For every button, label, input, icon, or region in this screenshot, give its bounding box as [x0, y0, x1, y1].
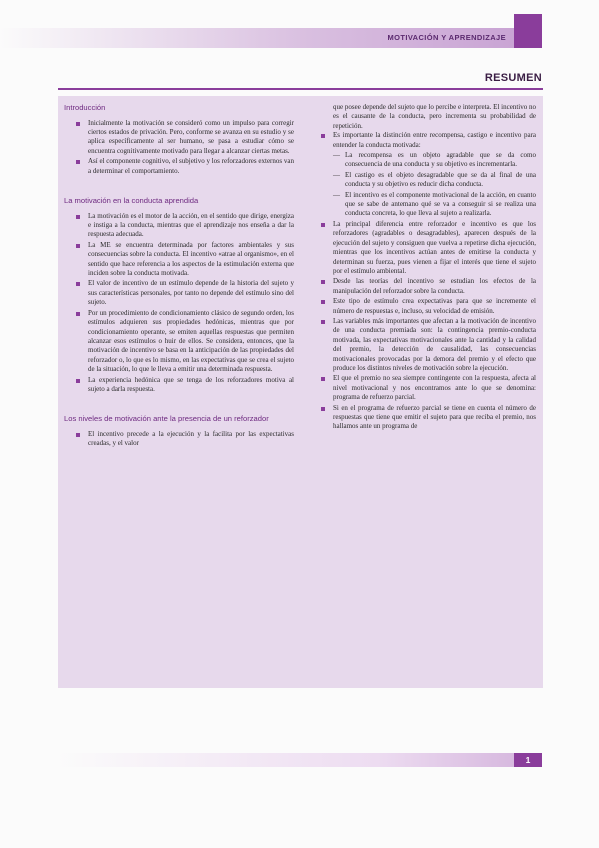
continuation-text: que posee depende del sujeto que lo percibe e interpreta. El incentivo no es el causante de la conducta, pero incrementa su probabilidad de repetición. — [333, 103, 536, 130]
list-item — [315, 131, 536, 150]
summary-panel — [58, 96, 543, 688]
list-item: Así el componente cognitivo, el subjetivo y los reforzadores externos van a determinar el comportamiento. — [70, 157, 294, 176]
niveles-heading: Los niveles de motivación ante la presencia de un reforzador — [64, 414, 269, 424]
section-rule — [58, 88, 543, 90]
list-item: Inicialmente la motivación se consideró como un impulso para corregir ciertos estados de privación. Pero, conforme se avanza en su estudio y se aplica específicamente al ser humano, se pasa a estudiar cómo se encuentra cognitivamente motivado para llegar a alcanzar ciertas metas. — [70, 119, 294, 157]
conducta-list — [70, 212, 294, 395]
dash-text: El incentivo es el componente motivacional de la acción, en cuanto que se sabe de antemano qué se va a conseguir si se realiza una conducta concreta, lo que lleva al sujeto a realizarla. — [345, 190, 536, 218]
dash-glyph: — — [333, 170, 340, 179]
chapter-tab — [514, 14, 542, 48]
niveles-list — [70, 430, 294, 449]
list-item: Las variables más importantes que afectan a la motivación de incentivo de una conducta premiada son: la contingencia premio-conducta motivada, las expectativas motivacionales ante la cantidad y la calidad del premio, la detección de causalidad, las consecuencias motivacionales provocadas por la demora del premio y el efecto que produce los distintos niveles de motivación sobre la ejecución. — [315, 317, 536, 373]
chapter-title: MOTIVACIÓN Y APRENDIZAJE — [387, 33, 506, 42]
list-item: El valor de incentivo de un estímulo depende de la historia del sujeto y sus características personales, por tanto no depende del estímulo sino del sujeto. — [70, 279, 294, 307]
dash-text: La recompensa es un objeto agradable que se da como consecuencia de una conducta y su objetivo es incrementarla. — [345, 151, 536, 169]
dash-item — [315, 151, 536, 170]
list-item: La ME se encuentra determinada por factores ambientales y sus consecuencias sobre la conducta. El incentivo «atrae al organismo», en el sentido que hace referencia a los aspectos de la estimulación externa que inciden sobre la conducta motivada. — [70, 241, 294, 279]
header-bar — [0, 28, 514, 48]
conducta-heading: La motivación en la conducta aprendida — [64, 196, 199, 206]
list-item: Por un procedimiento de condicionamiento clásico de segundo orden, los estímulos adquieren sus propiedades hedónicas, mientras que por condicionamiento operante, se emiten aquellas respuestas que permiten alcanzar esos estímulos o huir de ellos. Se considera, entonces, que la motivación de incentivo se basa en la anticipación de las propiedades del reforzador o, lo que es lo mismo, en las expectativas que se crea el sujeto de la situación, lo que le lleva a emitir una determinada respuesta. — [70, 309, 294, 375]
dash-text: El castigo es el objeto desagradable que se da al final de una conducta y su objetivo es reducir dicha conducta. — [345, 170, 536, 189]
intro-heading: Introducción — [64, 103, 106, 112]
footer-bar — [58, 753, 514, 767]
dash-glyph: — — [333, 190, 340, 199]
list-item: Si en el programa de refuerzo parcial se tiene en cuenta el número de respuestas que tiene que emitir el sujeto para que reciba el premio, nos hallamos ante un programa de — [315, 404, 536, 432]
list-item: La experiencia hedónica que se tenga de los reforzadores motiva al sujeto a darla respuesta. — [70, 376, 294, 395]
list-item-text: Es importante la distinción entre recompensa, castigo e incentivo para entender la conducta motivada: — [333, 131, 536, 149]
intro-list — [70, 119, 294, 176]
right-list — [315, 131, 536, 432]
list-item: El que el premio no sea siempre contingente con la respuesta, afecta al nivel motivacional y nos encontramos ante lo que se denomina: programa de refuerzo parcial. — [315, 374, 536, 402]
dash-item — [315, 191, 536, 219]
section-title: RESUMEN — [484, 72, 542, 84]
list-item: La motivación es el motor de la acción, en el sentido que dirige, energiza e instiga a la conducta, mientras que el aprendizaje nos enseña a dar la respuesta adecuada. — [70, 212, 294, 240]
dash-glyph: — — [333, 151, 340, 160]
list-item: La principal diferencia entre reforzador e incentivo es que los reforzadores (agradables o desagradables), aparecen después de la ejecución del sujeto y consiguen que vuelva a repetirse dicha ejecución, mientras que los incentivos actúan antes de emitirse la conducta y determinan su fuerza, pues vienen a fijar el interés que tiene el sujeto por el estímulo ambiental. — [315, 220, 536, 276]
right-column — [315, 103, 536, 433]
list-item: Desde las teorías del incentivo se estudian los efectos de la manipulación del reforzador sobre la conducta. — [315, 277, 536, 296]
dash-item — [315, 171, 536, 190]
page-number: 1 — [514, 753, 542, 767]
list-item: Este tipo de estímulo crea expectativas para que se incremente el número de respuestas e, incluso, su velocidad de emisión. — [315, 297, 536, 316]
left-column — [64, 103, 294, 450]
list-item: El incentivo precede a la ejecución y la facilita por las expectativas creadas, y el valor — [70, 430, 294, 449]
